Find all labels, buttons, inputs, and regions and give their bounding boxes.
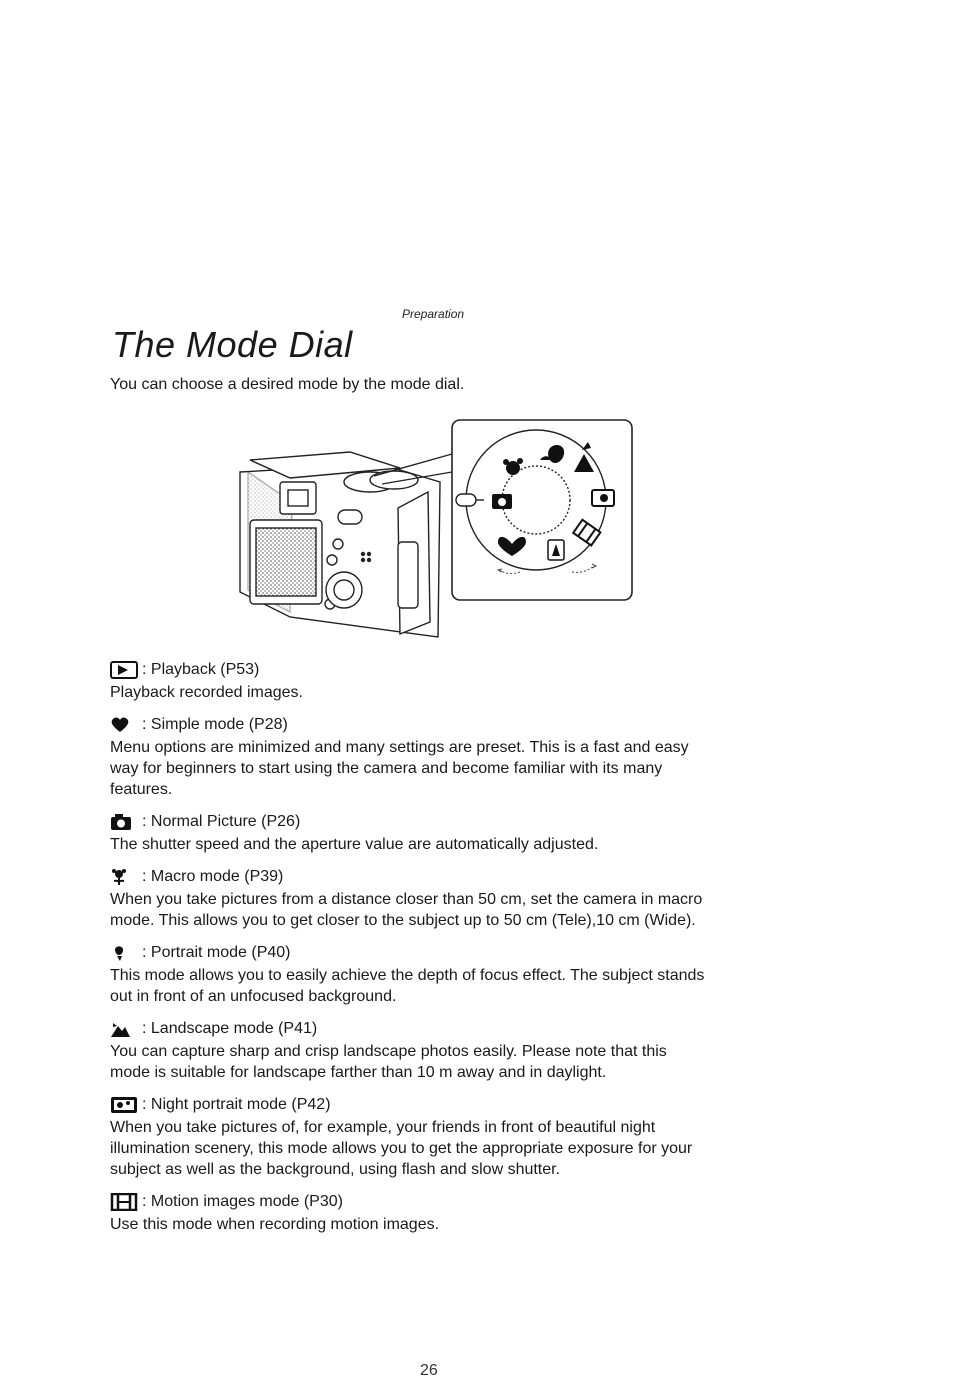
list-item [110, 812, 770, 855]
film-icon [110, 1193, 138, 1211]
mode-label: : Night portrait mode (P42) [142, 1096, 331, 1113]
mode-label: : Portrait mode (P40) [142, 944, 291, 961]
night-portrait-icon [110, 1096, 138, 1114]
list-item [110, 867, 770, 931]
page-number: 26 [420, 1362, 438, 1379]
list-item [110, 1019, 770, 1083]
mode-description: Menu options are minimized and many settings are preset. This is a fast and easy way for beginners to start using the camera and become familiar with its many features. [110, 739, 689, 798]
list-item [110, 715, 770, 800]
mode-description: Use this mode when recording motion images. [110, 1216, 440, 1233]
page-title: The Mode Dial [112, 324, 353, 365]
list-item [110, 1095, 770, 1180]
intro-text: You can choose a desired mode by the mode dial. [110, 376, 465, 393]
heart-icon [110, 716, 138, 734]
mode-dial-illustration [230, 412, 640, 648]
list-item [110, 943, 770, 1007]
mode-label: : Normal Picture (P26) [142, 813, 301, 830]
mode-label: : Motion images mode (P30) [142, 1193, 343, 1210]
mode-label: : Landscape mode (P41) [142, 1020, 318, 1037]
mode-list [110, 660, 770, 1247]
playback-icon [110, 661, 138, 679]
mode-description: When you take pictures from a distance closer than 50 cm, set the camera in macro mode. This allows you to get closer to the subject up to 50 cm (Tele),10 cm (Wide). [110, 891, 703, 929]
list-item [110, 660, 770, 703]
camera-icon [110, 813, 138, 831]
section-label: Preparation [402, 307, 465, 321]
flower-icon [110, 868, 138, 886]
mode-description: Playback recorded images. [110, 684, 303, 701]
mode-label: : Macro mode (P39) [142, 868, 284, 885]
mode-label: : Playback (P53) [142, 661, 260, 678]
mountain-icon [110, 1020, 138, 1038]
list-item [110, 1192, 770, 1235]
mode-description: You can capture sharp and crisp landscape photos easily. Please note that this mode is suitable for landscape farther than 10 m away and in daylight. [110, 1043, 667, 1081]
mode-description: When you take pictures of, for example, your friends in front of beautiful night illumination scenery, this mode allows you to get the appropriate exposure for your subject as well as the background, using flash and slow shutter. [110, 1119, 693, 1178]
mode-description: This mode allows you to easily achieve the depth of focus effect. The subject stands out in front of an unfocused background. [110, 967, 705, 1005]
portrait-icon [110, 944, 138, 962]
mode-label: : Simple mode (P28) [142, 716, 288, 733]
mode-description: The shutter speed and the aperture value are automatically adjusted. [110, 836, 599, 853]
